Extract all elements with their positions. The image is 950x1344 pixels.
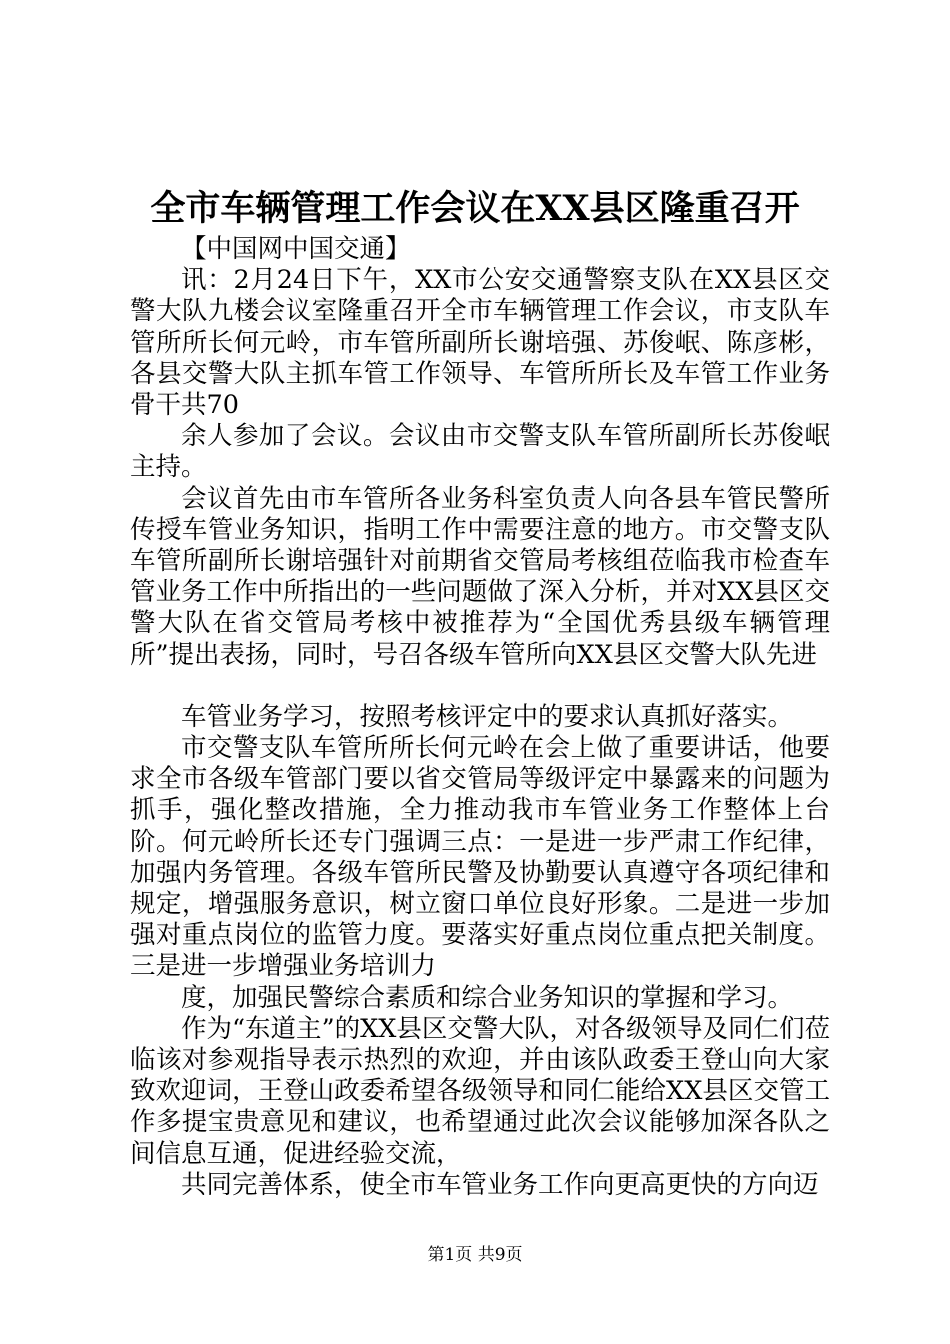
paragraph-gap bbox=[130, 671, 830, 702]
paragraph-6: 度，加强民警综合素质和综合业务知识的掌握和学习。 bbox=[181, 982, 794, 1013]
page-number-footer: 第1页 共9页 bbox=[427, 1245, 523, 1265]
paragraph-3: 会议首先由市车管所各业务科室负责人向各县车管民警所传授车管业务知识，指明工作中需要注意的地方。市交警支队车管所副所长谢培强针对前期省交管局考核组莅临我市检查车管业务工作中所指出的一些问题做了深入分析，并对XX县区交警大队在省交管局考核中被推荐为“全国优秀县级车辆管理所”提出表扬，同时，号召各级车管所向XX县区交警大队先进 bbox=[130, 483, 830, 670]
document-body bbox=[130, 234, 830, 1201]
document-title: 全市车辆管理工作会议在XX县区隆重召开 bbox=[150, 188, 800, 229]
paragraph-5: 市交警支队车管所所长何元岭在会上做了重要讲话，他要求全市各级车管部门要以省交管局等级评定中暴露来的问题为抓手，强化整改措施，全力推动我市车管业务工作整体上台阶。何元岭所长还专门强调三点：一是进一步严肃工作纪律，加强内务管理。各级车管所民警及协勤要认真遵守各项纪律和规定，增强服务意识，树立窗口单位良好形象。二是进一步加强对重点岗位的监管力度。要落实好重点岗位重点把关制度。三是进一步增强业务培训力 bbox=[130, 733, 830, 982]
paragraph-4: 车管业务学习，按照考核评定中的要求认真抓好落实。 bbox=[181, 701, 794, 732]
paragraph-8: 共同完善体系，使全市车管业务工作向更高更快的方向迈 bbox=[181, 1169, 819, 1200]
paragraph-2: 余人参加了会议。会议由市交警支队车管所副所长苏俊岷主持。 bbox=[130, 421, 830, 483]
paragraph-7: 作为“东道主”的XX县区交警大队，对各级领导及同仁们莅临该对参观指导表示热烈的欢迎，并由该队政委王登山向大家致欢迎词，王登山政委希望各级领导和同仁能给XX县区交管工作多提宝贵意见和建议，也希望通过此次会议能够加深各队之间信息互通，促进经验交流， bbox=[130, 1013, 830, 1169]
paragraph-source: 【中国网中国交通】 bbox=[181, 234, 411, 264]
paragraph-1: 讯：2月24日下午，XX市公安交通警察支队在XX县区交警大队九楼会议室隆重召开全市车辆管理工作会议，市支队车管所所长何元岭，市车管所副所长谢培强、苏俊岷、陈彦彬，各县交警大队主抓车管工作领导、车管所所长及车管工作业务骨干共70 bbox=[130, 265, 830, 421]
